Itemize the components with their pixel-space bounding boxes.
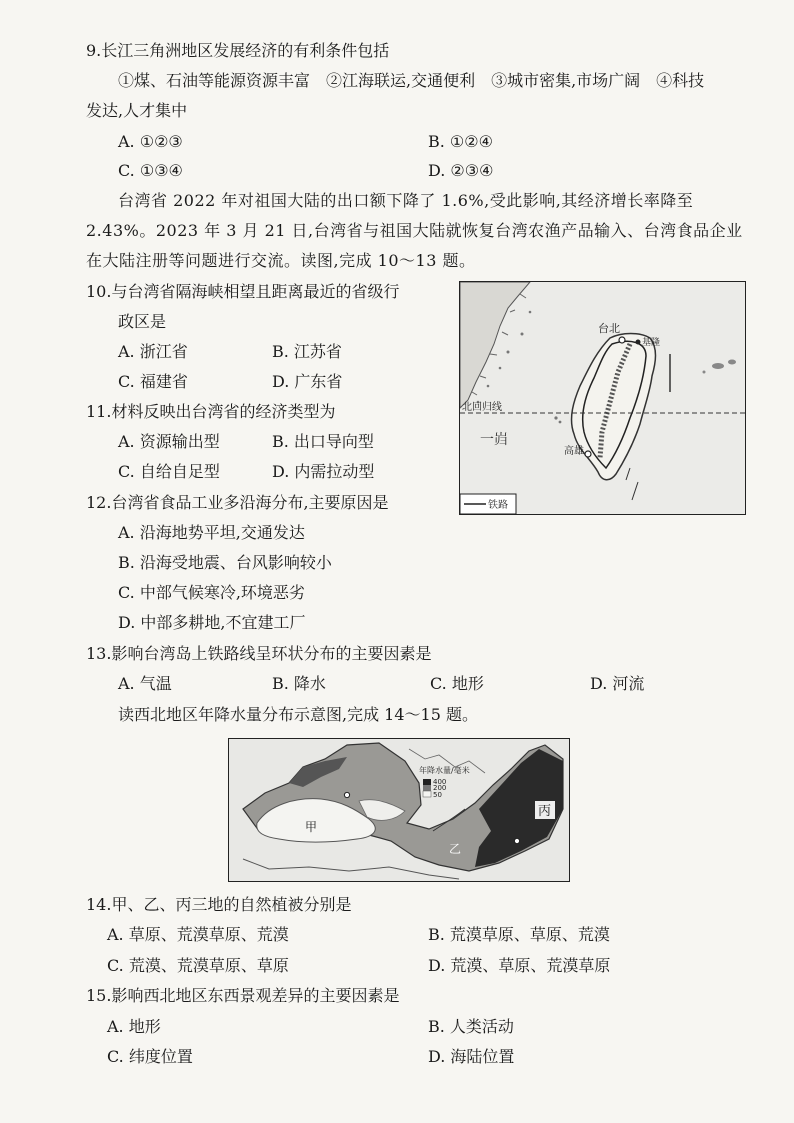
legend-label: 铁路: [488, 500, 508, 511]
taipei-label: 台北: [598, 322, 620, 335]
q11-option-d[interactable]: D. 内需拉动型: [272, 462, 375, 481]
city-marker-2: [514, 838, 519, 843]
q15-option-a[interactable]: A. 地形: [107, 1017, 161, 1036]
q13-option-a[interactable]: A. 气温: [118, 674, 172, 693]
q10-option-c[interactable]: C. 福建省: [118, 372, 188, 391]
q9-conditions: ①煤、石油等能源资源丰富 ②江海联运,交通便利 ③城市密集,市场广阔 ④科技: [118, 71, 705, 90]
q14-stem: 14.甲、乙、丙三地的自然植被分别是: [86, 895, 352, 914]
q9-option-c[interactable]: C. ①③④: [118, 161, 183, 180]
legend-title: 年降水量/毫米: [419, 766, 470, 775]
q13-stem: 13.影响台湾岛上铁路线呈环状分布的主要因素是: [86, 644, 432, 663]
passage1-line3: 在大陆注册等问题进行交流。读图,完成 10～13 题。: [86, 251, 476, 270]
northwest-map: [228, 738, 570, 882]
q15-stem: 15.影响西北地区东西景观差异的主要因素是: [86, 986, 400, 1005]
q9-stem: 9.长江三角洲地区发展经济的有利条件包括: [86, 41, 390, 60]
q13-option-d[interactable]: D. 河流: [590, 674, 645, 693]
q12-option-a[interactable]: A. 沿海地势平坦,交通发达: [118, 523, 305, 542]
q11-stem: 11.材料反映出台湾省的经济类型为: [86, 402, 336, 421]
q11-option-a[interactable]: A. 资源输出型: [118, 432, 220, 451]
keelung-label: 基隆: [642, 338, 661, 348]
taipei-marker: [619, 337, 625, 343]
legend-50: 50: [433, 791, 442, 799]
kaohsiung-marker: [585, 451, 591, 457]
passage1-line2: 2.43%。2023 年 3 月 21 日,台湾省与祖国大陆就恢复台湾农渔产品输入、台湾食品企业: [86, 221, 743, 240]
label-yi: 乙: [449, 842, 462, 856]
mainland-label: 一岿: [480, 432, 508, 448]
label-bing: 丙: [538, 804, 552, 819]
q13-option-b[interactable]: B. 降水: [272, 674, 326, 693]
city-marker-1: [344, 792, 349, 797]
legend-200: 200: [433, 784, 447, 792]
q14-option-c[interactable]: C. 荒漠、荒漠草原、草原: [107, 956, 289, 975]
legend-swatch-400: [423, 779, 431, 785]
q15-option-b[interactable]: B. 人类活动: [428, 1017, 514, 1036]
q15-option-d[interactable]: D. 海陆位置: [428, 1047, 515, 1066]
q12-stem: 12.台湾省食品工业多沿海分布,主要原因是: [86, 493, 389, 512]
q12-option-b[interactable]: B. 沿海受地震、台风影响较小: [118, 553, 332, 572]
q10-stem-cont: 政区是: [118, 312, 167, 331]
keelung-marker: [636, 340, 641, 345]
passage1-line1: 台湾省 2022 年对祖国大陆的出口额下降了 1.6%,受此影响,其经济增长率降至: [118, 191, 694, 210]
q12-option-c[interactable]: C. 中部气候寒冷,环境恶劣: [118, 583, 305, 602]
q14-option-a[interactable]: A. 草原、荒漠草原、荒漠: [107, 925, 289, 944]
taiwan-map-graphic: [460, 282, 745, 514]
q11-option-b[interactable]: B. 出口导向型: [272, 432, 374, 451]
kaohsiung-label: 高雄: [564, 446, 584, 457]
legend-swatch-50: [423, 791, 431, 797]
q9-option-b[interactable]: B. ①②④: [428, 132, 493, 151]
q10-option-b[interactable]: B. 江苏省: [272, 342, 342, 361]
tropic-label: 北回归线: [462, 402, 502, 413]
passage2: 读西北地区年降水量分布示意图,完成 14～15 题。: [118, 705, 478, 724]
taiwan-map: [459, 281, 746, 515]
q9-conditions-cont: 发达,人才集中: [86, 101, 188, 120]
q14-option-d[interactable]: D. 荒漠、草原、荒漠草原: [428, 956, 611, 975]
q14-option-b[interactable]: B. 荒漠草原、草原、荒漠: [428, 925, 610, 944]
q9-option-a[interactable]: A. ①②③: [118, 132, 183, 151]
q9-option-d[interactable]: D. ②③④: [428, 161, 494, 180]
q10-option-a[interactable]: A. 浙江省: [118, 342, 188, 361]
q13-option-c[interactable]: C. 地形: [430, 674, 484, 693]
northwest-map-graphic: [229, 739, 569, 881]
legend-swatch-200: [423, 785, 431, 791]
q15-option-c[interactable]: C. 纬度位置: [107, 1047, 193, 1066]
q10-stem: 10.与台湾省隔海峡相望且距离最近的省级行: [86, 282, 400, 301]
q10-option-d[interactable]: D. 广东省: [272, 372, 343, 391]
q12-option-d[interactable]: D. 中部多耕地,不宜建工厂: [118, 613, 306, 632]
label-jia: 甲: [305, 820, 318, 834]
legend-400: 400: [433, 778, 447, 786]
q11-option-c[interactable]: C. 自给自足型: [118, 462, 220, 481]
